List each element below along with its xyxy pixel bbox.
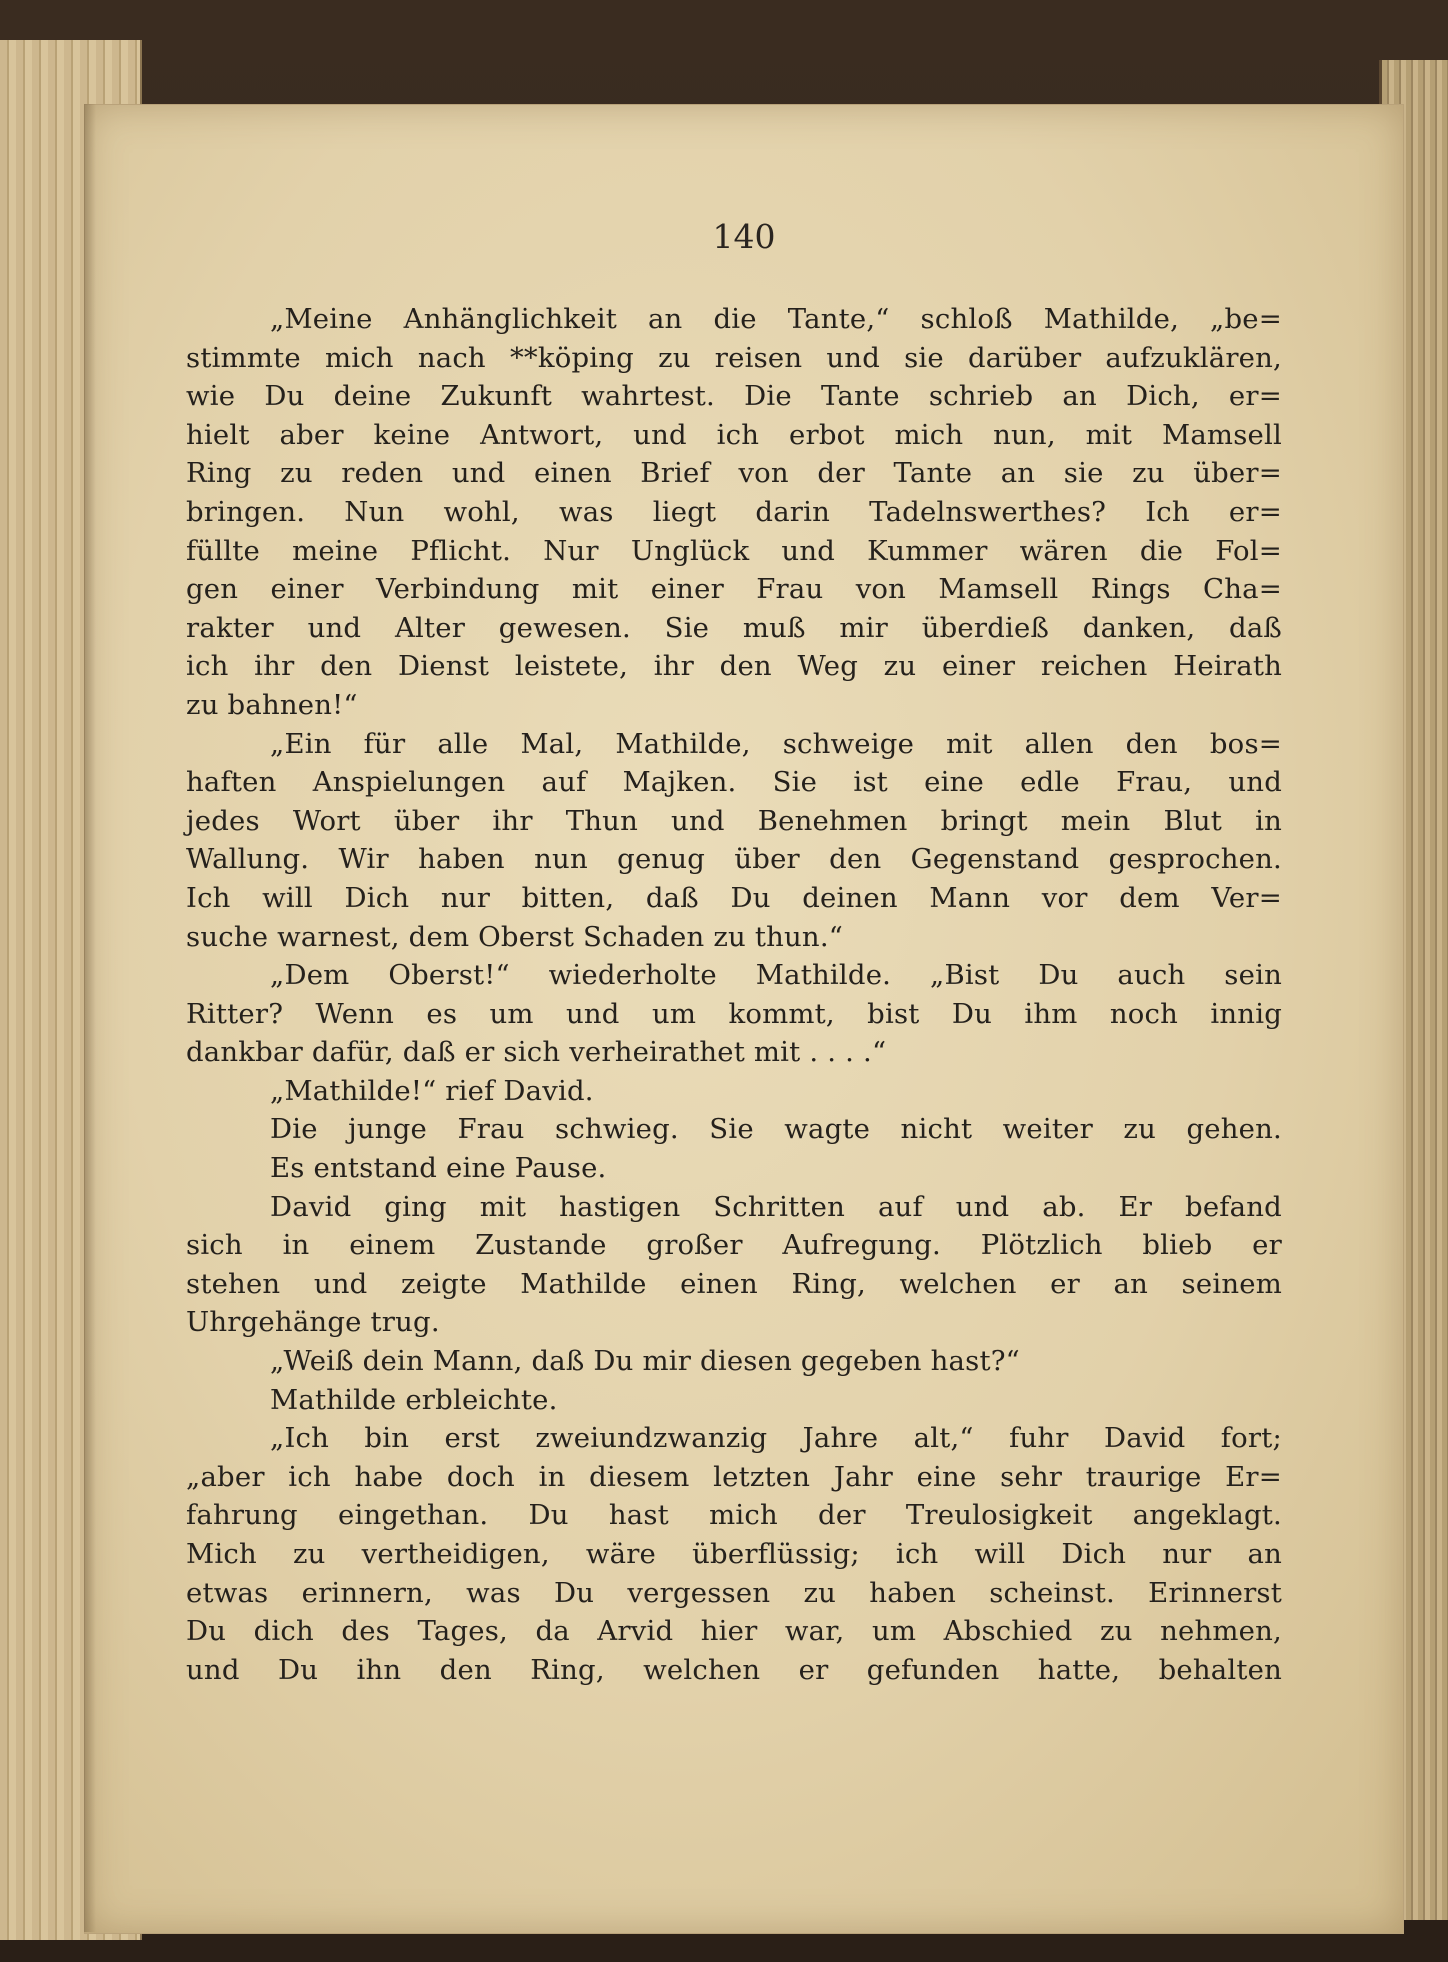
text-line: stimmte mich nach **köping zu reisen und sie darüber aufzuklären, <box>186 341 1282 374</box>
text-line: Ring zu reden und einen Brief von der Tante an sie zu über= <box>186 457 1282 490</box>
text-line: „Ein für alle Mal, Mathilde, schweige mit allen den bos= <box>270 727 1282 760</box>
text-line: und Du ihn den Ring, welchen er gefunden hatte, behalten <box>186 1653 1282 1686</box>
text-line: Du dich des Tages, da Arvid hier war, um Abschied zu nehmen, <box>186 1615 1282 1648</box>
page-gutter-shadow <box>84 104 96 1932</box>
text-line: „aber ich habe doch in diesem letzten Jahr eine sehr traurige Er= <box>186 1460 1282 1493</box>
text-line: Wallung. Wir haben nun genug über den Gegenstand gesprochen. <box>186 843 1282 876</box>
text-line: haften Anspielungen auf Majken. Sie ist eine edle Frau, und <box>186 766 1282 799</box>
text-line: Uhrgehänge trug. <box>186 1306 440 1339</box>
text-line: Ritter? Wenn es um und um kommt, bist Du ihm noch innig <box>186 997 1282 1030</box>
text-line: „Mathilde!“ rief David. <box>270 1074 594 1107</box>
text-line: „Meine Anhänglichkeit an die Tante,“ schloß Mathilde, „be= <box>270 303 1282 335</box>
text-line: etwas erinnern, was Du vergessen zu haben scheinst. Erinnerst <box>186 1576 1282 1609</box>
text-line: füllte meine Pflicht. Nur Unglück und Kummer wären die Fol= <box>186 534 1282 567</box>
text-line: hielt aber keine Antwort, und ich erbot mich nun, mit Mamsell <box>186 418 1282 451</box>
text-line: Die junge Frau schwieg. Sie wagte nicht weiter zu gehen. <box>270 1113 1282 1146</box>
text-line: rakter und Alter gewesen. Sie muß mir überdieß danken, daß <box>186 611 1282 644</box>
text-line: ich ihr den Dienst leistete, ihr den Weg zu einer reichen Heirath <box>186 650 1282 683</box>
text-line: Es entstand eine Pause. <box>270 1152 607 1185</box>
text-line: Ich will Dich nur bitten, daß Du deinen Mann vor dem Ver= <box>186 881 1282 914</box>
text-line: gen einer Verbindung mit einer Frau von Mamsell Rings Cha= <box>186 573 1282 606</box>
text-line: „Weiß dein Mann, daß Du mir diesen gegeben hast?“ <box>270 1345 1020 1378</box>
text-line: zu bahnen!“ <box>186 688 358 721</box>
text-line: bringen. Nun wohl, was liegt darin Tadelnswerthes? Ich er= <box>186 495 1282 528</box>
text-line: dankbar dafür, daß er sich verheirathet mit . . . .“ <box>186 1036 887 1069</box>
text-line: wie Du deine Zukunft wahrtest. Die Tante schrieb an Dich, er= <box>186 380 1282 413</box>
text-line: fahrung eingethan. Du hast mich der Treulosigkeit angeklagt. <box>186 1499 1282 1532</box>
text-line: „Dem Oberst!“ wiederholte Mathilde. „Bist Du auch sein <box>270 959 1282 992</box>
text-line: sich in einem Zustande großer Aufregung. Plötzlich blieb er <box>186 1229 1282 1262</box>
page-number: 140 <box>712 217 776 256</box>
text-line: suche warnest, dem Oberst Schaden zu thun.“ <box>186 920 844 953</box>
text-line: jedes Wort über ihr Thun und Benehmen bringt mein Blut in <box>186 804 1282 837</box>
text-line: David ging mit hastigen Schritten auf und ab. Er befand <box>270 1190 1282 1223</box>
text-line: „Ich bin erst zweiundzwanzig Jahre alt,“ fuhr David fort; <box>270 1422 1282 1455</box>
body-text <box>186 300 1282 1689</box>
text-line: stehen und zeigte Mathilde einen Ring, welchen er an seinem <box>186 1267 1282 1300</box>
text-line: Mathilde erbleichte. <box>270 1383 558 1416</box>
text-line: Mich zu vertheidigen, wäre überflüssig; ich will Dich nur an <box>186 1538 1282 1570</box>
